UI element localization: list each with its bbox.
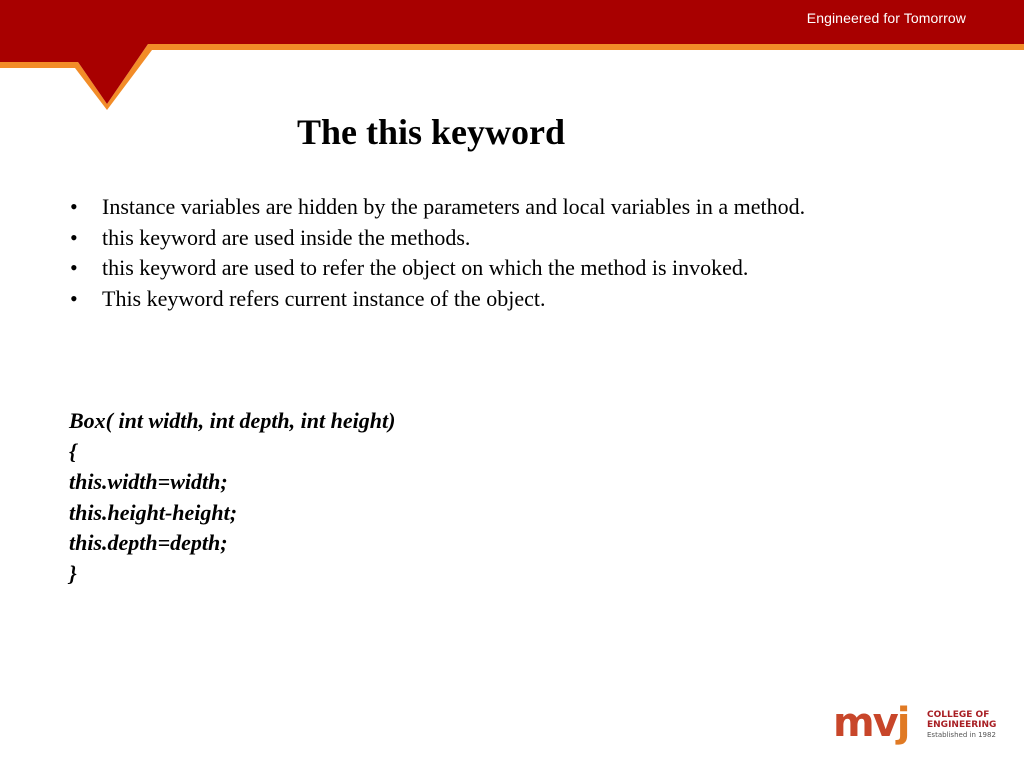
bullet-dot-icon: • bbox=[70, 255, 78, 280]
bullet-dot-icon: • bbox=[70, 194, 78, 219]
college-logo bbox=[833, 700, 997, 750]
logo-mark bbox=[833, 700, 908, 746]
bullet-item bbox=[62, 192, 805, 223]
header-tagline: Engineered for Tomorrow bbox=[806, 10, 966, 26]
slide-title: The this keyword bbox=[297, 112, 566, 152]
code-line: this.depth=depth; bbox=[69, 530, 228, 556]
code-line: { bbox=[69, 438, 77, 464]
bullet-list bbox=[62, 192, 805, 314]
bullet-dot-icon: • bbox=[70, 285, 78, 311]
bullet-text: this keyword are used inside the methods. bbox=[102, 224, 471, 250]
bullet-item bbox=[62, 223, 805, 254]
bullet-item bbox=[62, 284, 805, 315]
logo-text bbox=[927, 710, 996, 740]
header-accent-stripe bbox=[0, 44, 1024, 110]
code-line: this.width=width; bbox=[69, 469, 228, 495]
logo-mark-j: j bbox=[896, 700, 909, 746]
bullet-dot-icon: • bbox=[70, 224, 78, 250]
code-line: } bbox=[69, 560, 77, 586]
bullet-text: This keyword refers current instance of the object. bbox=[102, 285, 546, 311]
logo-line-engineering: ENGINEERING bbox=[927, 720, 997, 730]
bullet-text: this keyword are used to refer the object on which the method is invoked. bbox=[102, 255, 749, 280]
logo-mark-mv: mv bbox=[833, 700, 897, 746]
code-block bbox=[69, 406, 395, 590]
code-line: Box( int width, int depth, int height) bbox=[69, 408, 396, 433]
code-line: this.height-height; bbox=[69, 499, 238, 525]
logo-line-established: Established in 1982 bbox=[927, 731, 996, 739]
bullet-text: Instance variables are hidden by the parameters and local variables in a method. bbox=[102, 194, 806, 219]
logo-line-college: COLLEGE OF bbox=[927, 710, 990, 720]
bullet-item bbox=[62, 253, 805, 284]
